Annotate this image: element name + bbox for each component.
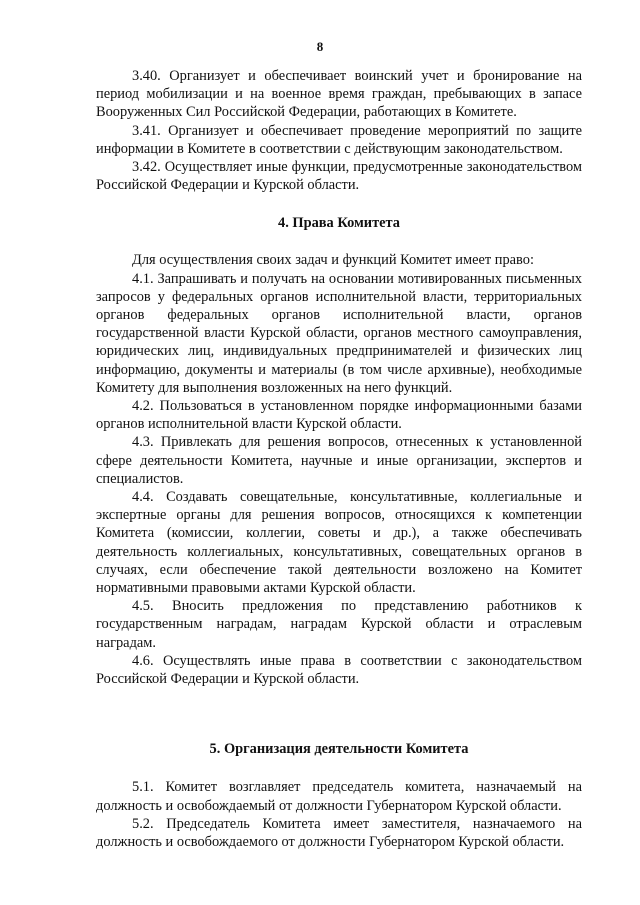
paragraph-4-4: 4.4. Создавать совещательные, консультативные, коллегиальные и экспертные органы для решения вопросов, относящихся к компетенции Комитета (комиссии, коллегии, советы и др.), а также обеспечивать деятельность коллегиальных, консультативных, совещательных органов в случаях, если обеспечение такой деятельности возложено на Комитет нормативными правовыми актами Курской области. <box>96 489 582 597</box>
paragraph-4-6: 4.6. Осуществлять иные права в соответствии с законодательством Российской Федерации и Курской области. <box>96 652 582 688</box>
paragraph-3-41: 3.41. Организует и обеспечивает проведение мероприятий по защите информации в Комитете в соответствии с действующим законодательством. <box>96 122 582 157</box>
paragraph-4-2: 4.2. Пользоваться в установленном порядке информационными базами органов исполнительной власти Курской области. <box>96 398 582 433</box>
section-4-intro: Для осуществления своих задач и функций Комитет имеет право: <box>132 252 534 269</box>
paragraph-4-1: 4.1. Запрашивать и получать на основании мотивированных письменных запросов у федеральных органов исполнительной власти, территориальных органов федеральных органов исполнительной власти, органов государственной власти Курской области, органов местного самоуправления, юридических лиц, индивидуальных предпринимателей и физических лиц информацию, документы и материалы (в том числе архивные), необходимые Комитету для выполнения возложенных на него функций. <box>96 270 582 396</box>
page-number: 8 <box>316 39 324 54</box>
document-body <box>96 67 582 851</box>
paragraph-3-42: 3.42. Осуществляет иные функции, предусмотренные законодательством Российской Федерации и Курской области. <box>96 159 582 194</box>
section-5-heading: 5. Организация деятельности Комитета <box>209 741 469 758</box>
paragraph-4-5: 4.5. Вносить предложения по представлению работников к государственным наградам, наградам Курской области и отраслевым наградам. <box>96 598 582 651</box>
paragraph-4-3: 4.3. Привлекать для решения вопросов, отнесенных к установленной сфере деятельности Комитета, научные и иные организации, экспертов и специалистов. <box>96 434 582 487</box>
section-4-heading: 4. Права Комитета <box>278 215 400 232</box>
paragraph-5-2: 5.2. Председатель Комитета имеет заместителя, назначаемого на должность и освобождаемого от должности Губернатором Курской области. <box>96 815 582 850</box>
paragraph-3-40: 3.40. Организует и обеспечивает воинский учет и бронирование на период мобилизации и на военное время граждан, пребывающих в запасе Вооруженных Сил Российской Федерации, работающих в Комитете. <box>96 68 582 121</box>
paragraph-5-1: 5.1. Комитет возглавляет председатель комитета, назначаемый на должность и освобождаемый от должности Губернатором Курской области. <box>96 779 582 814</box>
